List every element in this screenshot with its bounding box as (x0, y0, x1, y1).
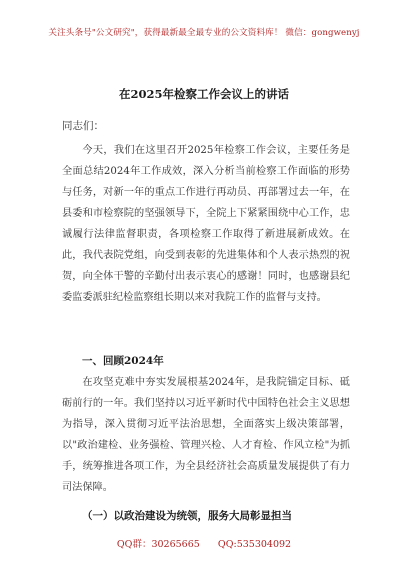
salutation: 同志们： (62, 120, 104, 132)
section-heading-1: 一、回顾2024年 (82, 355, 164, 367)
body-paragraph-2: 在攻坚克难中夯实发展根基2024年，是我院锚定目标、砥砺前行的一年。我们坚持以习近平新时代中国特色社会主义思想为指导，深入贯彻习近平法治思想，全面落实上级决策部署，以"政治建检、业务强检、管理兴检、人才育检、作风立检"为抓手，统筹推进各项工作，为全县经济社会高质量发展提供了有力司法保障。 (62, 377, 350, 493)
header-promo-note: 关注头条号"公文研究"，获得最新最全最专业的公文资料库！ 微信：gongwenyj (48, 28, 360, 38)
document-title: 在2025年检察工作会议上的讲话 (118, 87, 289, 101)
subsection-heading-1: （一）以政治建设为统领，服务大局彰显担当 (82, 510, 292, 522)
footer-contact: QQ群：30265665 QQ:535304092 (116, 539, 292, 550)
body-paragraph-1: 今天，我们在这里召开2025年检察工作会议，主要任务是全面总结2024年工作成效，深入分析当前检察工作面临的形势与任务，对新一年的重点工作进行再动员、再部署过去一年，在县委和市检察院的坚强领导下，全院上下紧紧围绕中心工作，忠诚履行法律监督职责，各项检察工作取得了新进展新成效。在此，我代表院党组，向受到表彰的先进集体和个人表示热烈的祝贺，向全体干警的辛勤付出表示衷心的感谢！同时，也感谢县纪委监委派驻纪检监察组长期以来对我院工作的监督与支持。 (62, 145, 350, 303)
